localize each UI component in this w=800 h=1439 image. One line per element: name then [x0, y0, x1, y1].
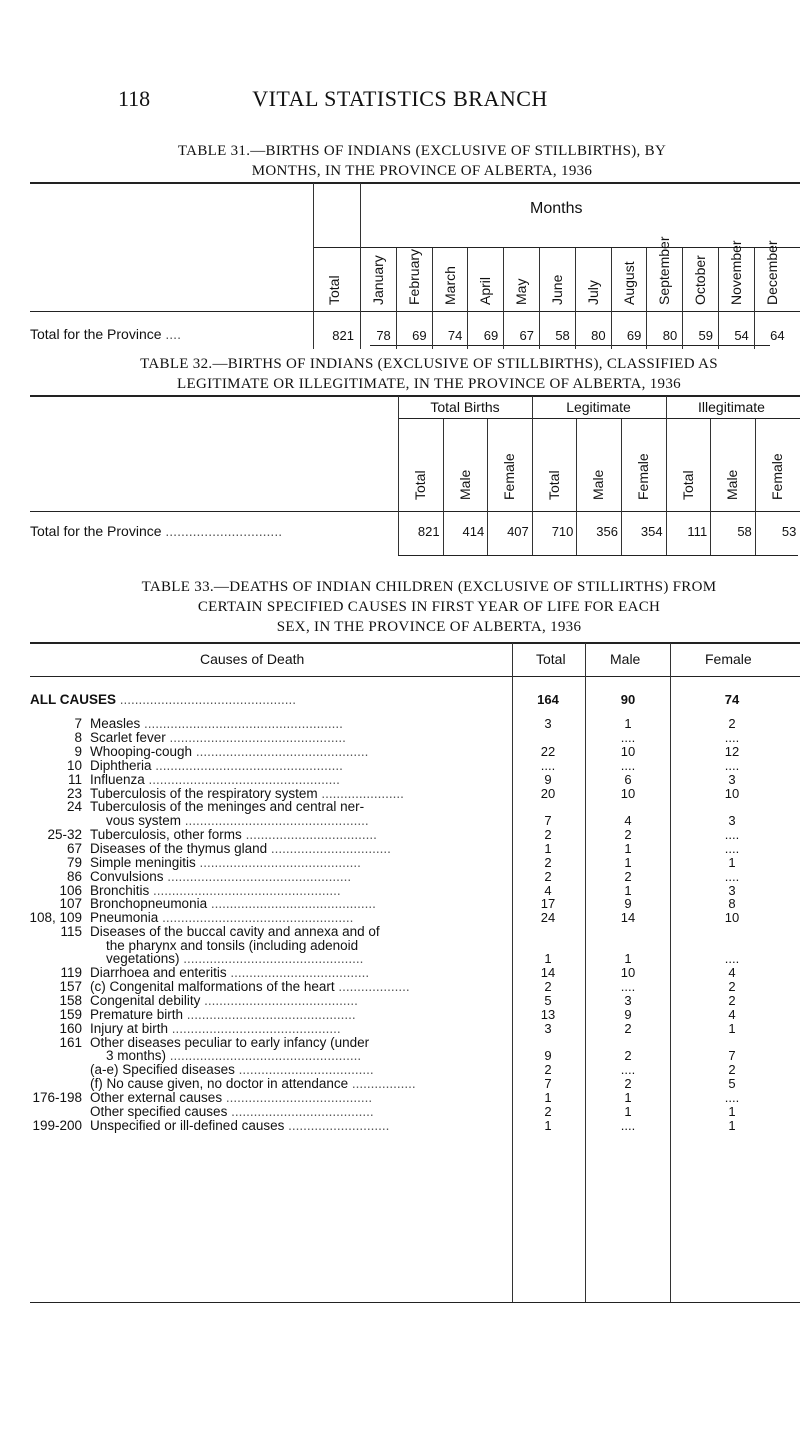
table-32-divider — [398, 396, 399, 555]
cause-label: 3 months) ................................................... — [106, 1048, 362, 1064]
table-33-title-line3: SEX, IN THE PROVINCE OF ALBERTA, 1936 — [276, 619, 582, 635]
cause-code: 11 — [67, 771, 82, 787]
group-header-illegitimate: Illegitimate — [698, 399, 765, 415]
cause-female: 8 — [728, 896, 736, 912]
cause-total: 7 — [544, 813, 552, 828]
cause-code: 86 — [66, 868, 82, 884]
month-header-january: January — [370, 255, 386, 305]
cause-total: 7 — [544, 1076, 552, 1092]
cause-code: 9 — [74, 743, 82, 759]
month-header-september: September — [656, 236, 673, 305]
month-divider — [432, 248, 433, 349]
month-value-february: 69 — [412, 328, 427, 343]
month-divider — [718, 248, 719, 349]
month-header-november: November — [728, 240, 744, 305]
cause-total: 4 — [544, 882, 552, 898]
cause-female: 3 — [728, 882, 736, 898]
cause-female: 2 — [728, 993, 736, 1009]
cause-label: Convulsions ................................................. — [90, 868, 352, 884]
table-32-value-4: 356 — [596, 524, 618, 539]
cause-code: 159 — [59, 1007, 82, 1022]
cause-code: 176-198 — [32, 1090, 82, 1106]
cause-total: 2 — [544, 868, 552, 884]
subheader-female-5: Female — [635, 453, 651, 500]
cause-total: 13 — [540, 1007, 556, 1022]
month-value-august: 69 — [626, 328, 642, 343]
cause-male: 1 — [624, 1104, 632, 1119]
cause-code: 160 — [59, 1020, 82, 1036]
cause-label: Diseases of the buccal cavity and annexa and of — [90, 924, 380, 940]
running-title: VITAL STATISTICS BRANCH — [252, 86, 548, 111]
cause-label: Other diseases peculiar to early infancy (under — [90, 1034, 370, 1050]
table-32-divider — [666, 396, 667, 555]
total-header: Total — [536, 651, 566, 667]
cause-male: 1 — [624, 716, 632, 731]
table-32-divider — [576, 419, 577, 555]
total-column-header: Total — [326, 275, 342, 305]
cause-total: 1 — [544, 840, 552, 856]
cause-female: 3 — [728, 813, 736, 828]
table-32-divider — [710, 419, 711, 555]
month-value-september: 80 — [662, 328, 678, 343]
table-32-divider — [487, 419, 488, 555]
subheader-total-3: Total — [545, 470, 562, 500]
month-value-december: 64 — [770, 328, 785, 343]
cause-female: 12 — [724, 743, 740, 759]
cause-code: 8 — [74, 729, 82, 745]
cause-label: Bronchopneumonia ............................................ — [90, 896, 376, 912]
cause-female: 3 — [728, 771, 736, 787]
cause-code: 199-200 — [32, 1117, 82, 1133]
cause-female: .... — [724, 868, 740, 884]
male-header: Male — [610, 651, 641, 667]
cause-label: vegetations) ................................................ — [106, 951, 364, 967]
month-header-may: May — [513, 278, 530, 305]
cause-male: 2 — [624, 1048, 632, 1064]
cause-label: Tuberculosis, other forms ................................... — [90, 826, 377, 842]
group-header-total-births: Total Births — [430, 399, 500, 415]
months-group-header: Months — [530, 200, 583, 217]
group-header-legitimate: Legitimate — [566, 399, 631, 415]
cause-label: Tuberculosis of the respiratory system ...................... — [90, 785, 404, 801]
cause-total: 9 — [544, 771, 552, 787]
cause-male: 1 — [624, 951, 632, 967]
table-31-row-label: Total for the Province .... — [30, 326, 181, 342]
table-31-title-line2: MONTHS, IN THE PROVINCE OF ALBERTA, 1936 — [251, 163, 593, 179]
month-divider — [611, 248, 612, 349]
cause-male: 9 — [624, 896, 632, 912]
table-33-title-line1: TABLE 33.—DEATHS OF INDIAN CHILDREN (EXCLUSIVE OF STILLIRTHS) FROM — [141, 579, 717, 595]
cause-female: .... — [724, 757, 740, 773]
cause-code: 161 — [59, 1034, 82, 1050]
table-31-title — [122, 141, 722, 181]
month-divider — [503, 248, 504, 349]
cause-label: Diseases of the thymus gland ................................ — [90, 840, 391, 856]
cause-female: 2 — [728, 979, 736, 995]
month-header-february: February — [405, 248, 422, 305]
cause-male: 2 — [624, 826, 632, 842]
cause-total: 1 — [544, 1090, 552, 1106]
table-32-value-3: 710 — [551, 524, 574, 539]
female-header: Female — [705, 651, 752, 667]
cause-female: 4 — [728, 1007, 736, 1022]
table-32-divider — [755, 419, 756, 555]
cause-total: 2 — [544, 1104, 552, 1119]
cause-label: Pneumonia ................................................... — [90, 910, 354, 926]
month-header-june: June — [549, 274, 565, 305]
month-header-december: December — [763, 240, 780, 305]
table-32-value-1: 414 — [462, 524, 485, 539]
month-divider — [539, 248, 540, 349]
cause-total: 2 — [544, 1062, 552, 1078]
cause-female: .... — [724, 1090, 740, 1106]
table-32-value-7: 58 — [737, 524, 752, 539]
cause-total: 3 — [544, 1020, 552, 1036]
table-32-divider — [443, 419, 444, 555]
cause-code: 7 — [74, 716, 82, 731]
cause-code: 108, 109 — [29, 910, 82, 926]
cause-code: 25-32 — [47, 826, 82, 842]
table-32-row-label: Total for the Province .............................. — [30, 523, 283, 539]
cause-total: 2 — [544, 854, 552, 870]
cause-male: 1 — [624, 854, 632, 870]
month-divider — [646, 248, 647, 349]
cause-male: .... — [620, 979, 636, 995]
cause-label: Unspecified or ill-defined causes ........................... — [90, 1117, 390, 1133]
month-value-june: 58 — [555, 328, 570, 343]
cause-male: 1 — [624, 882, 632, 898]
month-value-may: 67 — [519, 328, 534, 343]
subheader-female-2: Female — [501, 453, 518, 500]
cause-label: Scarlet fever ............................................... — [90, 729, 346, 745]
month-value-january: 78 — [376, 328, 391, 343]
cause-male: 4 — [624, 813, 632, 828]
all-causes-male: 90 — [620, 692, 636, 707]
cause-code: 119 — [60, 965, 82, 981]
cause-label: Simple meningitis ........................................... — [90, 854, 361, 870]
table-32-title-line2: LEGITIMATE OR ILLEGITIMATE, IN THE PROVINCE OF ALBERTA, 1936 — [177, 376, 681, 392]
cause-total: 5 — [544, 993, 552, 1009]
cause-total: 20 — [540, 785, 556, 801]
cause-code: 107 — [59, 896, 82, 912]
cause-label: the pharynx and tonsils (including adenoid — [106, 937, 359, 953]
cause-female: 1 — [728, 1104, 736, 1119]
table-32-title-line1: TABLE 32.—BIRTHS OF INDIANS (EXCLUSIVE OF STILLBIRTHS), CLASSIFIED AS — [140, 356, 718, 372]
cause-label: Bronchitis .................................................. — [90, 882, 341, 898]
cause-male: 3 — [624, 993, 632, 1009]
cause-male: 2 — [624, 868, 632, 884]
table-33-title — [114, 577, 744, 637]
cause-code: 10 — [66, 757, 82, 773]
cause-code: 23 — [66, 785, 82, 801]
cause-female: 4 — [728, 965, 736, 981]
month-header-march: March — [441, 266, 458, 305]
cause-total: 2 — [544, 826, 552, 842]
cause-label: (f) No cause given, no doctor in attendance ................. — [90, 1076, 416, 1092]
cause-female: 1 — [728, 1020, 736, 1036]
cause-female: .... — [724, 729, 740, 745]
cause-total: 24 — [540, 910, 556, 926]
cause-male: 9 — [624, 1007, 632, 1022]
subheader-female-8: Female — [768, 453, 785, 500]
cause-male: .... — [620, 1062, 636, 1078]
cause-label: (a-e) Specified diseases .................................... — [90, 1062, 374, 1078]
all-causes-female: 74 — [724, 692, 740, 707]
month-divider — [754, 248, 755, 349]
cause-label: Injury at birth ............................................. — [90, 1020, 341, 1036]
cause-label: Other specified causes ...................................... — [90, 1104, 374, 1119]
cause-male: 14 — [620, 910, 636, 926]
cause-male: .... — [620, 729, 636, 745]
month-value-november: 54 — [734, 328, 749, 343]
month-divider — [682, 248, 683, 349]
subheader-total-0: Total — [412, 470, 428, 500]
cause-female: 1 — [728, 854, 736, 870]
month-divider — [396, 248, 397, 349]
table-32-divider — [532, 396, 533, 555]
cause-total: 3 — [544, 716, 552, 731]
table-32-divider — [621, 419, 622, 555]
month-header-october: October — [692, 255, 709, 305]
month-header-july: July — [584, 280, 601, 305]
cause-code: 79 — [66, 854, 82, 870]
table-33-title-line2: CERTAIN SPECIFIED CAUSES IN FIRST YEAR OF LIFE FOR EACH — [197, 599, 661, 615]
cause-female: 2 — [728, 716, 736, 731]
cause-male: 1 — [624, 1090, 632, 1106]
all-causes-label: ALL CAUSES ............................................... — [30, 692, 297, 707]
cause-total: 2 — [544, 979, 552, 995]
cause-female: .... — [724, 826, 740, 842]
cause-male: 6 — [624, 771, 632, 787]
table-32-value-0: 821 — [417, 524, 440, 539]
cause-total: 1 — [544, 1117, 552, 1133]
month-divider — [575, 248, 576, 349]
cause-female: 10 — [724, 910, 740, 926]
cause-label: Tuberculosis of the meninges and central ner- — [90, 799, 365, 815]
cause-female: .... — [724, 951, 740, 967]
table-32-value-5: 354 — [640, 524, 663, 539]
table-32-value-8: 53 — [781, 524, 797, 539]
subheader-male-4: Male — [590, 469, 607, 500]
month-value-april: 69 — [483, 328, 499, 343]
cause-label: vous system ................................................. — [106, 813, 369, 828]
cause-code: 24 — [66, 799, 82, 815]
subheader-male-1: Male — [456, 469, 473, 500]
cause-code: 67 — [66, 840, 82, 856]
cause-label: Measles ..................................................... — [90, 716, 343, 731]
month-header-august: August — [620, 261, 637, 305]
causes-header: Causes of Death — [200, 651, 305, 667]
cause-code: 157 — [59, 979, 82, 995]
cause-label: Congenital debility ......................................... — [90, 993, 358, 1009]
cause-label: Diphtheria .................................................. — [90, 757, 343, 773]
cause-male: .... — [620, 1117, 636, 1133]
cause-total: 14 — [540, 965, 556, 981]
cause-label: Other external causes ....................................... — [90, 1090, 373, 1106]
table-32-title — [114, 354, 744, 394]
cause-total: 17 — [540, 896, 556, 912]
cause-male: 10 — [620, 743, 636, 759]
table-32-value-2: 407 — [507, 524, 529, 539]
cause-male: 1 — [624, 840, 632, 856]
cause-total: 22 — [540, 743, 556, 759]
cause-total: 1 — [544, 951, 552, 967]
cause-label: Influenza ................................................... — [90, 771, 340, 787]
cause-label: Diarrhoea and enteritis ..................................... — [90, 965, 370, 981]
cause-female: 10 — [724, 785, 740, 801]
subheader-total-6: Total — [679, 470, 696, 500]
cause-female: 7 — [728, 1048, 736, 1064]
cause-code: 158 — [59, 993, 82, 1009]
cause-male: .... — [620, 757, 636, 773]
month-value-october: 59 — [698, 328, 713, 343]
cause-male: 2 — [624, 1020, 632, 1036]
month-divider — [467, 248, 468, 349]
page-number: 118 — [118, 86, 151, 111]
cause-male: 10 — [620, 785, 636, 801]
cause-code: 115 — [60, 924, 82, 940]
cause-label: Whooping-cough .............................................. — [90, 743, 369, 759]
cause-female: 1 — [728, 1117, 736, 1133]
subheader-male-7: Male — [724, 469, 741, 500]
table-31-total-value: 821 — [332, 328, 354, 343]
cause-female: 5 — [728, 1076, 736, 1092]
table-31-title-line1: TABLE 31.—BIRTHS OF INDIANS (EXCLUSIVE OF STILLBIRTHS), BY — [177, 143, 667, 159]
cause-code: 106 — [59, 882, 82, 898]
cause-male: 2 — [624, 1076, 632, 1092]
cause-male: 10 — [620, 965, 636, 981]
month-value-march: 74 — [447, 328, 463, 343]
cause-label: Premature birth ............................................. — [90, 1007, 356, 1022]
cause-female: .... — [724, 840, 740, 856]
all-causes-total: 164 — [537, 692, 559, 707]
month-header-april: April — [477, 276, 494, 305]
cause-female: 2 — [728, 1062, 736, 1078]
cause-label: (c) Congenital malformations of the heart ................... — [90, 979, 410, 995]
cause-total: 9 — [544, 1048, 552, 1064]
table-32-value-6: 111 — [687, 524, 708, 539]
cause-total: .... — [540, 757, 556, 773]
month-value-july: 80 — [591, 328, 606, 343]
